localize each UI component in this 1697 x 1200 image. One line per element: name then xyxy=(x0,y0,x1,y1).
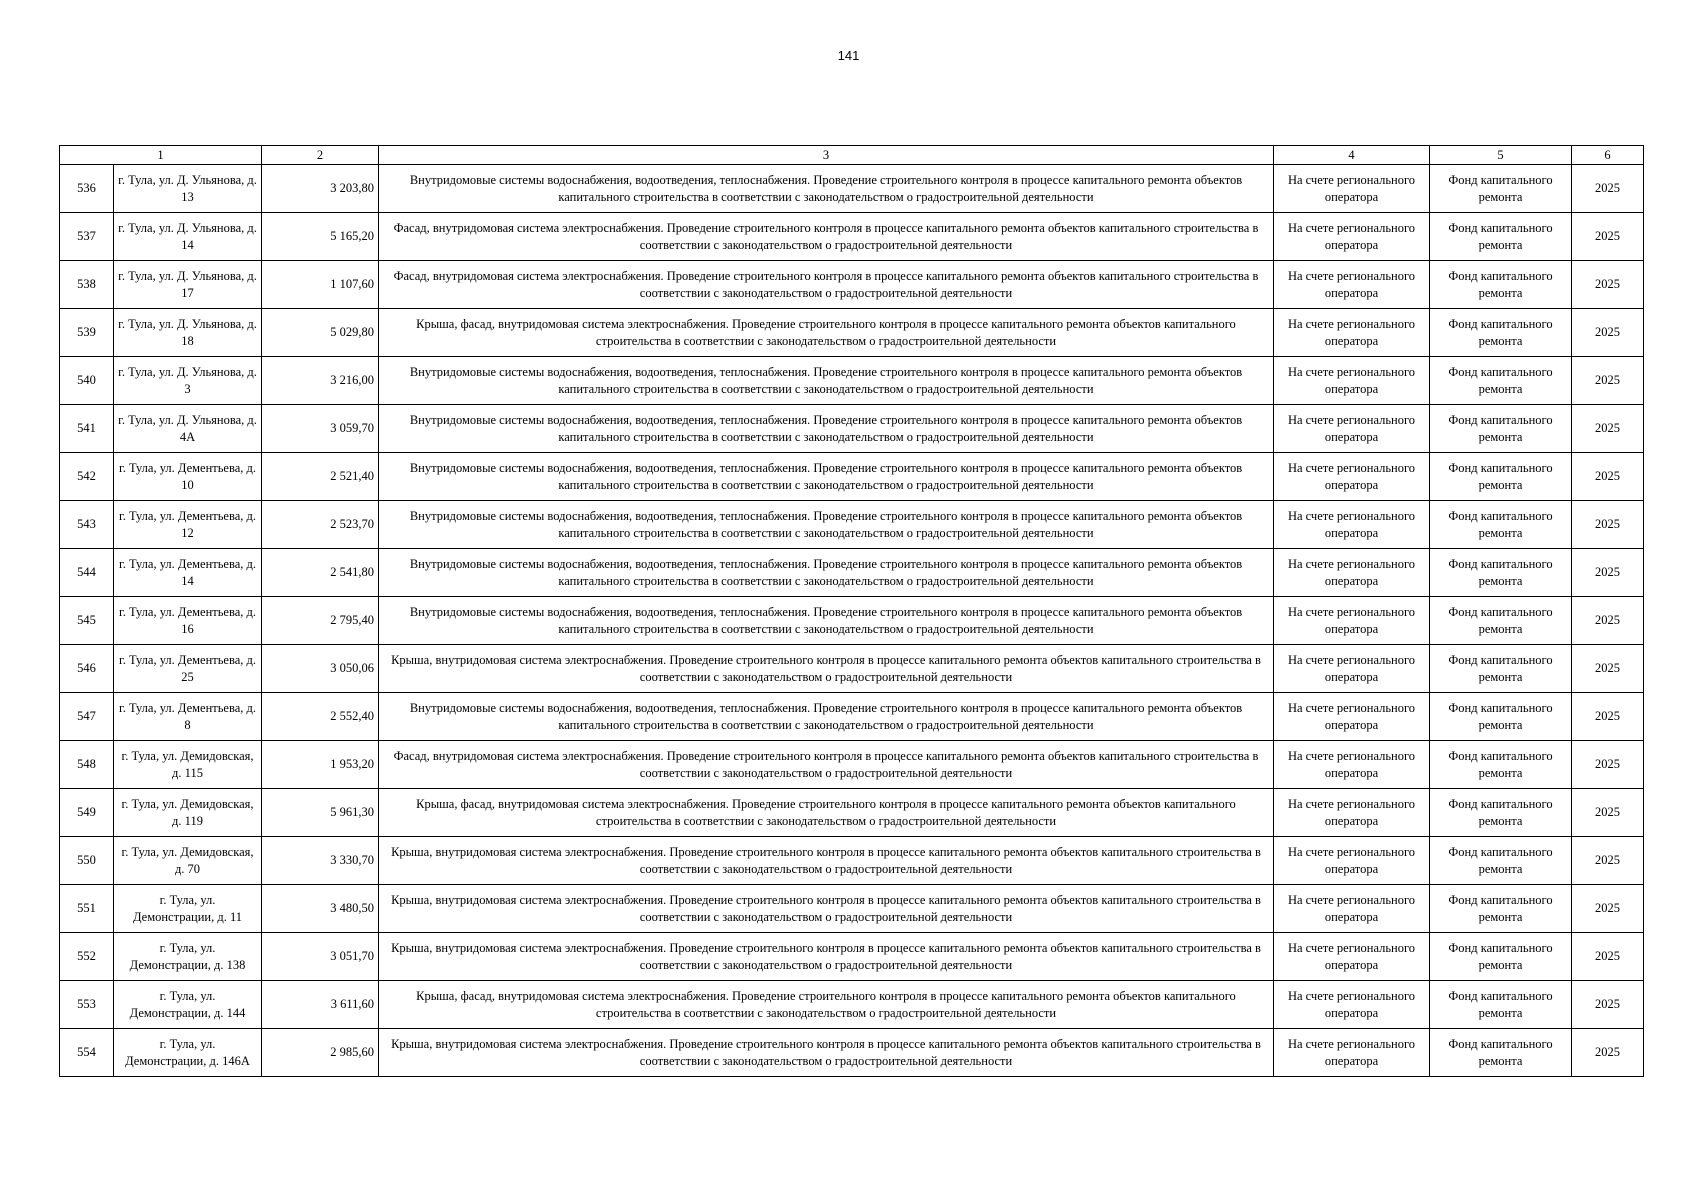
year-cell: 2025 xyxy=(1572,693,1644,741)
row-number: 551 xyxy=(60,885,114,933)
table-row xyxy=(60,549,1644,597)
address-cell: г. Тула, ул. Д. Ульянова, д. 17 xyxy=(114,261,262,309)
address-cell: г. Тула, ул. Дементьева, д. 12 xyxy=(114,501,262,549)
year-cell: 2025 xyxy=(1572,885,1644,933)
works-cell: Крыша, фасад, внутридомовая система электроснабжения. Проведение строительного контроля в процессе капитального ремонта объектов капитального строительства в соответствии с законодательством о градостроительной деятельности xyxy=(379,309,1274,357)
header-col-3: 3 xyxy=(379,146,1274,165)
area-cell: 2 795,40 xyxy=(262,597,379,645)
table-header xyxy=(60,146,1644,165)
funding-source-cell: Фонд капитального ремонта xyxy=(1430,357,1572,405)
area-cell: 3 611,60 xyxy=(262,981,379,1029)
table-row xyxy=(60,789,1644,837)
works-cell: Крыша, внутридомовая система электроснабжения. Проведение строительного контроля в процессе капитального ремонта объектов капитального строительства в соответствии с законодательством о градостроительной деятельности xyxy=(379,885,1274,933)
funding-source-cell: Фонд капитального ремонта xyxy=(1430,309,1572,357)
account-cell: На счете регионального оператора xyxy=(1274,405,1430,453)
area-cell: 5 029,80 xyxy=(262,309,379,357)
account-cell: На счете регионального оператора xyxy=(1274,213,1430,261)
table-row xyxy=(60,885,1644,933)
funding-source-cell: Фонд капитального ремонта xyxy=(1430,693,1572,741)
area-cell: 2 521,40 xyxy=(262,453,379,501)
table-row xyxy=(60,597,1644,645)
table-row xyxy=(60,693,1644,741)
account-cell: На счете регионального оператора xyxy=(1274,549,1430,597)
table-row xyxy=(60,741,1644,789)
row-number: 541 xyxy=(60,405,114,453)
address-cell: г. Тула, ул. Дементьева, д. 25 xyxy=(114,645,262,693)
row-number: 545 xyxy=(60,597,114,645)
year-cell: 2025 xyxy=(1572,213,1644,261)
account-cell: На счете регионального оператора xyxy=(1274,645,1430,693)
works-cell: Фасад, внутридомовая система электроснабжения. Проведение строительного контроля в процессе капитального ремонта объектов капитального строительства в соответствии с законодательством о градостроительной деятельности xyxy=(379,741,1274,789)
year-cell: 2025 xyxy=(1572,405,1644,453)
area-cell: 3 059,70 xyxy=(262,405,379,453)
address-cell: г. Тула, ул. Д. Ульянова, д. 4А xyxy=(114,405,262,453)
address-cell: г. Тула, ул. Демонстрации, д. 11 xyxy=(114,885,262,933)
year-cell: 2025 xyxy=(1572,789,1644,837)
table-row xyxy=(60,1029,1644,1077)
account-cell: На счете регионального оператора xyxy=(1274,501,1430,549)
address-cell: г. Тула, ул. Демонстрации, д. 144 xyxy=(114,981,262,1029)
table-row xyxy=(60,837,1644,885)
area-cell: 5 165,20 xyxy=(262,213,379,261)
funding-source-cell: Фонд капитального ремонта xyxy=(1430,405,1572,453)
table-row xyxy=(60,213,1644,261)
address-cell: г. Тула, ул. Демидовская, д. 115 xyxy=(114,741,262,789)
row-number: 546 xyxy=(60,645,114,693)
header-col-5: 5 xyxy=(1430,146,1572,165)
row-number: 538 xyxy=(60,261,114,309)
works-cell: Фасад, внутридомовая система электроснабжения. Проведение строительного контроля в процессе капитального ремонта объектов капитального строительства в соответствии с законодательством о градостроительной деятельности xyxy=(379,261,1274,309)
address-cell: г. Тула, ул. Дементьева, д. 10 xyxy=(114,453,262,501)
account-cell: На счете регионального оператора xyxy=(1274,309,1430,357)
account-cell: На счете регионального оператора xyxy=(1274,789,1430,837)
row-number: 547 xyxy=(60,693,114,741)
row-number: 554 xyxy=(60,1029,114,1077)
account-cell: На счете регионального оператора xyxy=(1274,981,1430,1029)
works-cell: Внутридомовые системы водоснабжения, водоотведения, теплоснабжения. Проведение строительного контроля в процессе капитального ремонта объектов капитального строительства в соответствии с законодательством о градостроительной деятельности xyxy=(379,357,1274,405)
year-cell: 2025 xyxy=(1572,261,1644,309)
works-cell: Внутридомовые системы водоснабжения, водоотведения, теплоснабжения. Проведение строительного контроля в процессе капитального ремонта объектов капитального строительства в соответствии с законодательством о градостроительной деятельности xyxy=(379,165,1274,213)
funding-source-cell: Фонд капитального ремонта xyxy=(1430,933,1572,981)
account-cell: На счете регионального оператора xyxy=(1274,597,1430,645)
area-cell: 3 051,70 xyxy=(262,933,379,981)
address-cell: г. Тула, ул. Д. Ульянова, д. 14 xyxy=(114,213,262,261)
area-cell: 1 953,20 xyxy=(262,741,379,789)
row-number: 540 xyxy=(60,357,114,405)
area-cell: 3 216,00 xyxy=(262,357,379,405)
account-cell: На счете регионального оператора xyxy=(1274,837,1430,885)
table-row xyxy=(60,309,1644,357)
year-cell: 2025 xyxy=(1572,453,1644,501)
year-cell: 2025 xyxy=(1572,837,1644,885)
funding-source-cell: Фонд капитального ремонта xyxy=(1430,645,1572,693)
year-cell: 2025 xyxy=(1572,597,1644,645)
area-cell: 3 203,80 xyxy=(262,165,379,213)
table-row xyxy=(60,405,1644,453)
account-cell: На счете регионального оператора xyxy=(1274,885,1430,933)
account-cell: На счете регионального оператора xyxy=(1274,357,1430,405)
account-cell: На счете регионального оператора xyxy=(1274,741,1430,789)
table-row xyxy=(60,933,1644,981)
funding-source-cell: Фонд капитального ремонта xyxy=(1430,261,1572,309)
row-number: 542 xyxy=(60,453,114,501)
funding-source-cell: Фонд капитального ремонта xyxy=(1430,549,1572,597)
year-cell: 2025 xyxy=(1572,501,1644,549)
row-number: 552 xyxy=(60,933,114,981)
works-cell: Внутридомовые системы водоснабжения, водоотведения, теплоснабжения. Проведение строительного контроля в процессе капитального ремонта объектов капитального строительства в соответствии с законодательством о градостроительной деятельности xyxy=(379,453,1274,501)
year-cell: 2025 xyxy=(1572,645,1644,693)
area-cell: 3 050,06 xyxy=(262,645,379,693)
account-cell: На счете регионального оператора xyxy=(1274,261,1430,309)
works-cell: Крыша, внутридомовая система электроснабжения. Проведение строительного контроля в процессе капитального ремонта объектов капитального строительства в соответствии с законодательством о градостроительной деятельности xyxy=(379,1029,1274,1077)
area-cell: 3 480,50 xyxy=(262,885,379,933)
area-cell: 2 523,70 xyxy=(262,501,379,549)
year-cell: 2025 xyxy=(1572,981,1644,1029)
header-col-6: 6 xyxy=(1572,146,1644,165)
address-cell: г. Тула, ул. Демонстрации, д. 146А xyxy=(114,1029,262,1077)
year-cell: 2025 xyxy=(1572,933,1644,981)
works-cell: Крыша, внутридомовая система электроснабжения. Проведение строительного контроля в процессе капитального ремонта объектов капитального строительства в соответствии с законодательством о градостроительной деятельности xyxy=(379,837,1274,885)
works-cell: Крыша, внутридомовая система электроснабжения. Проведение строительного контроля в процессе капитального ремонта объектов капитального строительства в соответствии с законодательством о градостроительной деятельности xyxy=(379,933,1274,981)
table-row xyxy=(60,453,1644,501)
address-cell: г. Тула, ул. Демидовская, д. 70 xyxy=(114,837,262,885)
year-cell: 2025 xyxy=(1572,357,1644,405)
funding-source-cell: Фонд капитального ремонта xyxy=(1430,1029,1572,1077)
area-cell: 2 541,80 xyxy=(262,549,379,597)
account-cell: На счете регионального оператора xyxy=(1274,693,1430,741)
works-cell: Крыша, фасад, внутридомовая система электроснабжения. Проведение строительного контроля в процессе капитального ремонта объектов капитального строительства в соответствии с законодательством о градостроительной деятельности xyxy=(379,789,1274,837)
works-cell: Внутридомовые системы водоснабжения, водоотведения, теплоснабжения. Проведение строительного контроля в процессе капитального ремонта объектов капитального строительства в соответствии с законодательством о градостроительной деятельности xyxy=(379,693,1274,741)
works-cell: Внутридомовые системы водоснабжения, водоотведения, теплоснабжения. Проведение строительного контроля в процессе капитального ремонта объектов капитального строительства в соответствии с законодательством о градостроительной деятельности xyxy=(379,597,1274,645)
account-cell: На счете регионального оператора xyxy=(1274,453,1430,501)
year-cell: 2025 xyxy=(1572,1029,1644,1077)
funding-source-cell: Фонд капитального ремонта xyxy=(1430,213,1572,261)
row-number: 539 xyxy=(60,309,114,357)
page-number: 141 xyxy=(837,48,860,63)
address-cell: г. Тула, ул. Д. Ульянова, д. 13 xyxy=(114,165,262,213)
address-cell: г. Тула, ул. Д. Ульянова, д. 18 xyxy=(114,309,262,357)
funding-source-cell: Фонд капитального ремонта xyxy=(1430,453,1572,501)
address-cell: г. Тула, ул. Демонстрации, д. 138 xyxy=(114,933,262,981)
table-row xyxy=(60,357,1644,405)
table-row xyxy=(60,501,1644,549)
works-cell: Крыша, внутридомовая система электроснабжения. Проведение строительного контроля в процессе капитального ремонта объектов капитального строительства в соответствии с законодательством о градостроительной деятельности xyxy=(379,645,1274,693)
address-cell: г. Тула, ул. Дементьева, д. 8 xyxy=(114,693,262,741)
table-row xyxy=(60,261,1644,309)
header-col-2: 2 xyxy=(262,146,379,165)
table-row xyxy=(60,981,1644,1029)
capital-repair-table xyxy=(59,145,1644,1077)
row-number: 544 xyxy=(60,549,114,597)
row-number: 543 xyxy=(60,501,114,549)
works-cell: Внутридомовые системы водоснабжения, водоотведения, теплоснабжения. Проведение строительного контроля в процессе капитального ремонта объектов капитального строительства в соответствии с законодательством о градостроительной деятельности xyxy=(379,405,1274,453)
works-cell: Внутридомовые системы водоснабжения, водоотведения, теплоснабжения. Проведение строительного контроля в процессе капитального ремонта объектов капитального строительства в соответствии с законодательством о градостроительной деятельности xyxy=(379,549,1274,597)
address-cell: г. Тула, ул. Дементьева, д. 16 xyxy=(114,597,262,645)
funding-source-cell: Фонд капитального ремонта xyxy=(1430,789,1572,837)
year-cell: 2025 xyxy=(1572,549,1644,597)
account-cell: На счете регионального оператора xyxy=(1274,933,1430,981)
table-body xyxy=(60,165,1644,1077)
funding-source-cell: Фонд капитального ремонта xyxy=(1430,885,1572,933)
header-col-4: 4 xyxy=(1274,146,1430,165)
account-cell: На счете регионального оператора xyxy=(1274,1029,1430,1077)
header-row xyxy=(60,146,1644,165)
address-cell: г. Тула, ул. Д. Ульянова, д. 3 xyxy=(114,357,262,405)
table-row xyxy=(60,645,1644,693)
works-cell: Внутридомовые системы водоснабжения, водоотведения, теплоснабжения. Проведение строительного контроля в процессе капитального ремонта объектов капитального строительства в соответствии с законодательством о градостроительной деятельности xyxy=(379,501,1274,549)
funding-source-cell: Фонд капитального ремонта xyxy=(1430,981,1572,1029)
year-cell: 2025 xyxy=(1572,309,1644,357)
works-cell: Крыша, фасад, внутридомовая система электроснабжения. Проведение строительного контроля в процессе капитального ремонта объектов капитального строительства в соответствии с законодательством о градостроительной деятельности xyxy=(379,981,1274,1029)
year-cell: 2025 xyxy=(1572,165,1644,213)
funding-source-cell: Фонд капитального ремонта xyxy=(1430,837,1572,885)
row-number: 550 xyxy=(60,837,114,885)
header-col-1: 1 xyxy=(60,146,262,165)
funding-source-cell: Фонд капитального ремонта xyxy=(1430,741,1572,789)
area-cell: 5 961,30 xyxy=(262,789,379,837)
table-row xyxy=(60,165,1644,213)
row-number: 537 xyxy=(60,213,114,261)
area-cell: 2 985,60 xyxy=(262,1029,379,1077)
address-cell: г. Тула, ул. Демидовская, д. 119 xyxy=(114,789,262,837)
year-cell: 2025 xyxy=(1572,741,1644,789)
account-cell: На счете регионального оператора xyxy=(1274,165,1430,213)
works-cell: Фасад, внутридомовая система электроснабжения. Проведение строительного контроля в процессе капитального ремонта объектов капитального строительства в соответствии с законодательством о градостроительной деятельности xyxy=(379,213,1274,261)
row-number: 549 xyxy=(60,789,114,837)
address-cell: г. Тула, ул. Дементьева, д. 14 xyxy=(114,549,262,597)
funding-source-cell: Фонд капитального ремонта xyxy=(1430,501,1572,549)
row-number: 553 xyxy=(60,981,114,1029)
row-number: 548 xyxy=(60,741,114,789)
area-cell: 3 330,70 xyxy=(262,837,379,885)
funding-source-cell: Фонд капитального ремонта xyxy=(1430,597,1572,645)
area-cell: 2 552,40 xyxy=(262,693,379,741)
area-cell: 1 107,60 xyxy=(262,261,379,309)
row-number: 536 xyxy=(60,165,114,213)
funding-source-cell: Фонд капитального ремонта xyxy=(1430,165,1572,213)
